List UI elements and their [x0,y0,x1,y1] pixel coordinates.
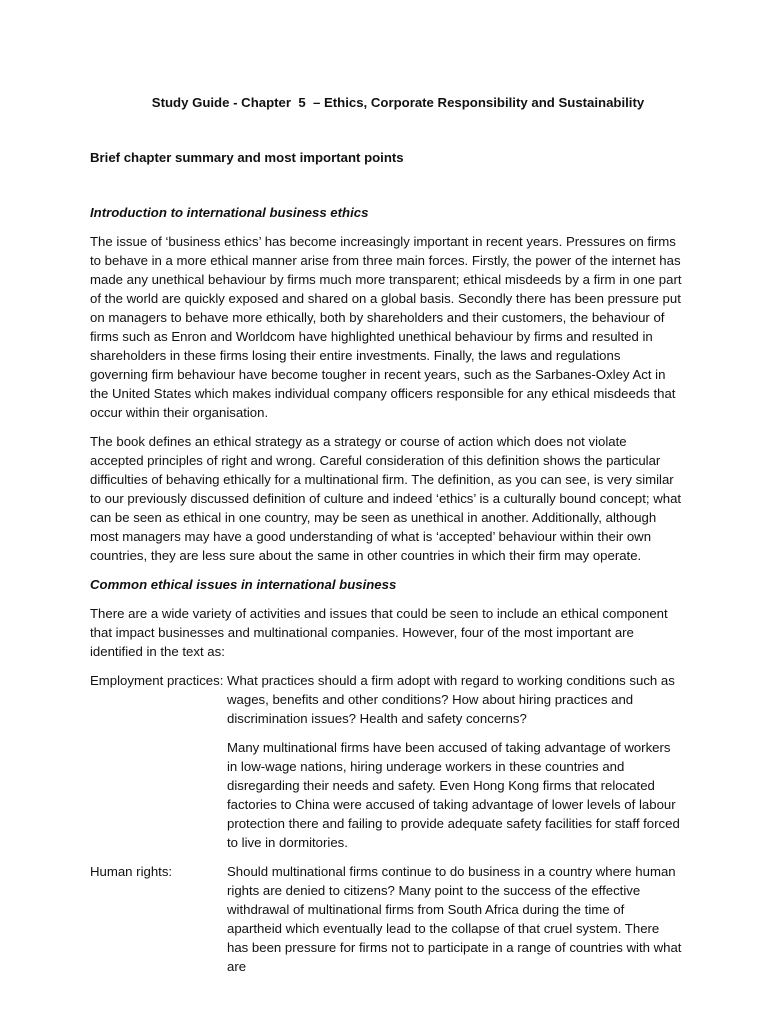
summary-heading: Brief chapter summary and most important points [90,150,404,165]
definition-employment-practices [90,671,682,852]
definition-term: Human rights: [90,864,173,879]
definition-human-rights [90,862,682,976]
paragraph-business-ethics-pressures: The issue of ‘business ethics’ has become increasingly important in recent years. Pressures on firms to behave in a more ethical manner arise from three main forces. Firstly, the power of the internet has made any unethical behaviour by firms much more transparent; ethical misdeeds by a firm in one part of the world are quickly exposed and shared on a global basis. Secondly there has been pressure put on managers to behave more ethically, both by shareholders and their customers, the behaviour of firms such as Enron and Worldcom have highlighted unethical behaviour by firms and resulted in shareholders in these firms losing their entire investments. Finally, the laws and regulations governing firm behaviour have become tougher in recent years, such as the Sarbanes-Oxley Act in the United States which makes individual company officers responsible for any ethical misdeeds that occur within their organisation. [90,234,682,420]
definition-paragraph: What practices should a firm adopt with regard to working conditions such as wages, benefits and other conditions? How about hiring practices and discrimination issues? Health and safety concerns? [227,673,675,726]
definition-paragraph: Should multinational firms continue to do business in a country where human rights are denied to citizens? Many point to the success of the effective withdrawal of multinational firms from South Africa during the time of apartheid which eventually lead to the collapse of that cruel system. There has been pressure for firms not to participate in a range of countries with what are [227,864,682,974]
document-title: Study Guide - Chapter 5 – Ethics, Corporate Responsibility and Sustainability [151,95,645,110]
definition-description [227,862,682,976]
section-heading-common-issues: Common ethical issues in international business [90,577,397,592]
section-heading-introduction: Introduction to international business ethics [90,205,369,220]
definition-description [227,671,682,852]
paragraph-common-issues-intro: There are a wide variety of activities and issues that could be seen to include an ethical component that impact businesses and multinational companies. However, four of the most important are identified in the text as: [90,606,668,659]
definition-term: Employment practices: [90,673,224,688]
paragraph-ethical-strategy-definition: The book defines an ethical strategy as a strategy or course of action which does not violate accepted principles of right and wrong. Careful consideration of this definition shows the particular difficulties of behaving ethically for a multinational firm. The definition, as you can see, is very similar to our previously discussed definition of culture and indeed ‘ethics’ is a culturally bound concept; what can be seen as ethical in one country, may be seen as unethical in another. Additionally, although most managers may have a good understanding of what is ‘accepted’ behaviour within their own countries, they are less sure about the same in other countries in which their firm may operate. [90,434,682,563]
definition-paragraph: Many multinational firms have been accused of taking advantage of workers in low-wage nations, hiring underage workers in these countries and disregarding their needs and safety. Even Hong Kong firms that relocated factories to China were accused of taking advantage of lower levels of labour protection there and failing to provide adequate safety facilities for staff forced to live in dormitories. [227,740,680,850]
document-page [90,93,682,976]
